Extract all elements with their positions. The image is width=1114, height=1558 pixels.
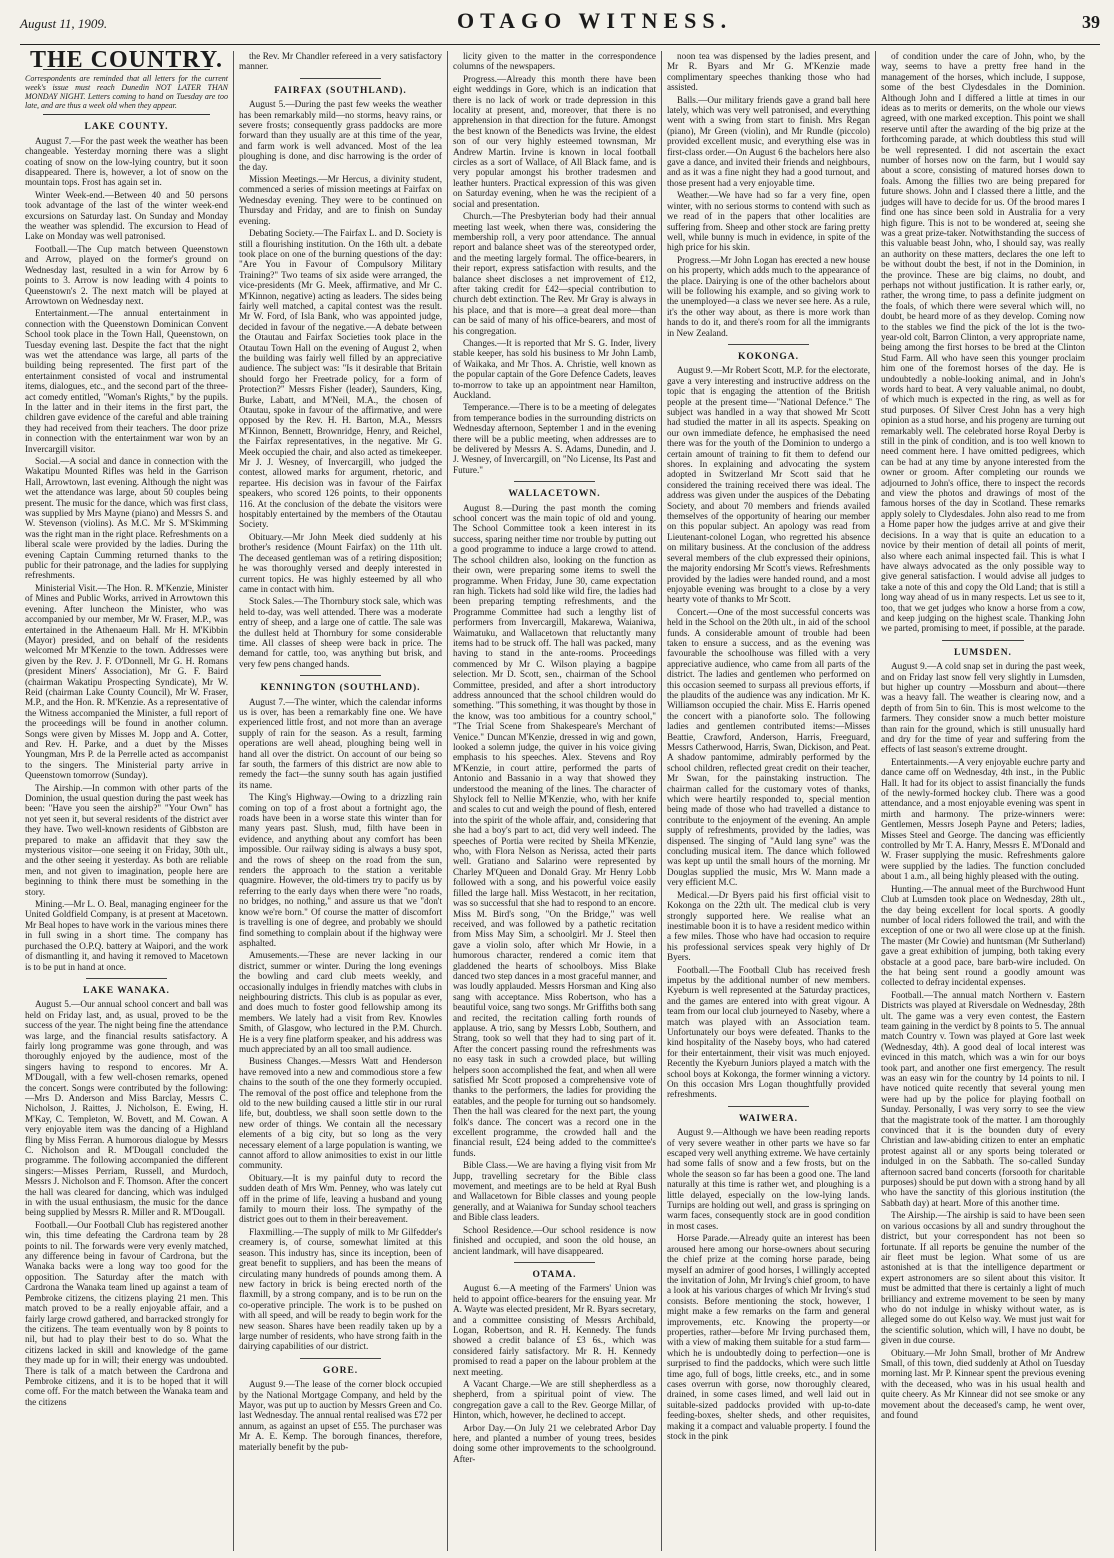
column-body (239, 51, 442, 1452)
column-body (881, 51, 1085, 1420)
news-paragraph: Obituary.—Mr John Meek died suddenly at his brother's residence (Mount Fairfax) on the 11th ult. The deceased gentleman was of a retiring disposition; he was thoroughly versed and deeply interested in current topics. He was highly esteemed by all who came in contact with him. (239, 531, 442, 594)
news-paragraph: Flaxmilling.—The supply of milk to Mr Gilfedder's creamery is, of course, somewhat limited at this season. This industry has, since its inception, been of great benefit to suppliers, and has been the means of circulating many hundreds of pounds among them. A new factory in brick is being erected north of the flaxmill, by a strong company, and is to be run on the co-operative principle. The work is to be pushed on with all speed, and will be ready to begin work for the new season. Shares have been readily taken up by a large number of residents, who have strong faith in the dairying capabilities of our district. (239, 1226, 442, 1352)
news-paragraph: A Vacant Charge.—We are still shepherdless as a shepherd, from a spiritual point of view. The congregation gave a call to the Rev. George Millar, of Hinton, which, however, he declined to accept. (453, 1378, 656, 1421)
news-paragraph: Medical.—Dr Byers paid his first official visit to Kokonga on the 22th ult. The medical club is very strongly supported here. We realise what an inestimable boon it is to have a resident medico within a few miles. Those who have had occasion to require his professional services speak very highly of Dr Byers. (667, 889, 870, 963)
news-paragraph: Debating Society.—The Fairfax L. and D. Society is still a flourishing institution. On the 16th ult. a debate took place on one of the burning questions of the day: "Are You in Favour of Compulsory Military Training?" Two teams of six aside were arranged, the vice-presidents (Mr G. Meek, affirmative, and Mr C. M'Kinnon, negative) acting as leaders. The sides being fairly well matched, a capital contest was the result. Mr W. Ford, of Isla Bank, who was appointed judge, decided in favour of the negative.—A debate between the Otautau and Fairfax Societies took place in the Otautau Town Hall on the evening of August 2, when the building was fairly well filled by an appreciative audience. The subject was: "Is it desirable that Britain should forgo her Freetrade policy, for a form of Protection?" Messrs Fisher (leader), Saunders, King, Burke, Labatt, and M'Neil, M.A., the chosen of Otautau, spoke in favour of the affirmative, and were opposed by the Rev. H. H. Barton, M.A., Messrs M'Kinnon, Bennett, Brownridge, Henry, and Reichel, the Fairfax representatives, in the negative. Mr G. Meek occupied the chair, and also acted as timekeeper. Mr J. J. Wesney, of Invercargill, who judged the contest, allowed marks for argument, rhetoric, and repartee. His decision was in favour of the Fairfax speakers, who scored 126 points, to their opponents 116. At the conclusion of the debate the visitors were hospitably entertained by the members of the Otautau Society. (239, 228, 442, 530)
news-paragraph: Changes.—It is reported that Mr S. G. Inder, livery stable keeper, has sold his business to Mr John Lamb, of Waikaka, and Mr Thos. A. Christie, well known as the popular captain of the Gore Defence Cadets, leaves to-morrow to take up an appointment near Hamilton, Auckland. (453, 337, 656, 400)
news-paragraph: August 9.—Although we have been reading reports of very severe weather in other parts we have so far escaped very well anything extreme. We have certainly had some falls of snow and a few frosts, but on the whole the season so far has been a good one. The land naturally at this time is rather wet, and ploughing is a little delayed, especially on the low-lying lands. Turnips are holding out well, and grass is springing on warm faces, consequently stock are in good condition in most cases. (667, 1127, 870, 1231)
news-paragraph: Obituary.—Mr John Small, brother of Mr Andrew Small, of this town, died suddenly at Athol on Tuesday morning last. Mr P. Kinnear spent the previous evening with the deceased, who was in his usual health and quite cheery. As Mr Kinnear did not see smoke or any movement about the deceased's camp, he went over, and found (881, 1347, 1085, 1420)
column-5 (876, 51, 1090, 1551)
news-paragraph: Football.—The Cup match between Queenstown and Arrow, played on the former's ground on Wednesday last, resulted in a win for Arrow by 6 points to 3. Arrow is now leading with 4 points to Queenstown's 2. The next match will be played at Arrowtown on Wednesday next. (25, 243, 228, 306)
news-paragraph: Obituary.—It is my painful duty to record the sudden death of Mrs Wm. Penney, who was lately cut off in the prime of life, leaving a husband and young family to mourn their loss. The sympathy of the district goes out to them in their bereavement. (239, 1172, 442, 1225)
news-paragraph: The Airship.—The airship is said to have been seen on various occasions by all and sundry throughout the district, but your correspondent has not been so fortunate. If all reports be genuine the number of the air fleet must be legion. What some of us are astonished at is that the intelligence department or expert astronomers are so silent about this visitor. It must be admitted that there is certainly a light of much brilliancy and extreme movement to be seen by many who do not indulge in whisky without water, as is alleged some do out Kelso way. We must just wait for the scientific solution, which will, I have no doubt, be given in due course. (881, 1210, 1085, 1346)
news-paragraph: Amusements.—These are never lacking in our district, summer or winter. During the long evenings the bowling and card club meets weekly, and occasionally indulges in friendly matches with clubs in neighbouring districts. This club is as popular as ever, and does much to foster good fellowship among its members. We lately had a visit from Rev. Knowles Smith, of Glasgow, who lectured in the P.M. Church. He is a very fine platform speaker, and his address was much appreciated by an all too small audience. (239, 950, 442, 1054)
columns (20, 51, 1100, 1551)
news-paragraph: licity given to the matter in the correspondence columns of the newspapers. (453, 51, 656, 72)
divider (728, 344, 809, 345)
divider (86, 978, 167, 979)
district-heading: LUMSDEN. (954, 647, 1012, 658)
district-heading: FAIRFAX (SOUTHLAND). (274, 85, 407, 96)
news-paragraph: Ministerial Visit.—The Hon. R. M'Kenzie, Minister of Mines and Public Works, arrived in Arrowtown this evening. After luncheon the Minister, who was accompanied by our member, Mr W. Fraser, M.P., was entertained in the Athenaeum Hall. Mr H. M'Kibbin (Mayor) presided, and on behalf of the residents welcomed Mr M'Kenzie to the town. Addresses were given by the Rev. J. F. O'Donnell, Mr G. H. Romans (president Miners' Association), Mr G. F. Baird (chairman Wakatipu Prospecting Syndicate), Mr W. Reid (chairman Lake County Council), Mr W. Fraser, M.P., and the Hon. R. M'Kenzie. As a representative of the Witness accompanied the Minister, a full report of the proceedings will be found in another column. Songs were given by Misses M. Jopp and A. Cotter, and Rev. H. Parke, and a duet by the Misses Youngman, Mrs P. de la Perrelle acted as accompanist to the singers. The Ministerial party arrive in Queenstown tomorrow (Sunday). (25, 582, 228, 781)
column-body (25, 122, 228, 1407)
news-paragraph: August 5.—Our annual school concert and ball was held on Friday last, and, as usual, proved to be the success of the year. The night being fine the attendance was large, and the financial results satisfactory. A fairly long programme was gone through, and was thoroughly enjoyed by the audience, most of the singers having to respond to encores. Mr A. M'Dougall, with a few well-chosen remarks, opened the concert. Songs were contributed by the following:—Mrs D. Anderson and Miss Barclay, Messrs C. Nicholson, J. Raittes, J. Nicholson, E. Ewing, H. M'Kay, C. Templeton, W. Bovett, and M. Cowan. A very enjoyable item was the dancing of a Highland fling by Miss Ferran. A humorous dialogue by Messrs C. Nicholson and R. M'Dougall concluded the programme. The following accompanied the different singers:—Misses Perriam, Russell, and Murdoch, Messrs J. Nicholson and F. Thomson. After the concert the hall was cleared for dancing, which was indulged in with the usual enthusiasm, the music for the dance being supplied by Messrs R. Miller and R. M'Dougall. (25, 999, 228, 1218)
divider (300, 78, 381, 79)
column-2 (234, 51, 448, 1551)
news-paragraph: Bible Class.—We are having a flying visit from Mr Jupp, travelling secretary for the Bible class movement, and meetings are to be held at Ryal Bush and Wallacetown for Bible classes and young people generally, and at Waianiwa for Sunday school teachers and Bible class leaders. (453, 1160, 656, 1223)
divider (300, 675, 381, 676)
news-paragraph: Horse Parade.—Already quite an interest has been aroused here among our horse-owners about securing the chief prize at the coming horse parade, being myself an admirer of good horses, I willingly accepted the invitation of John, Mr Irving's chief groom, to have a look at his various charges of which Mr Irving's stud consists. Before mentioning the stock, however, I might make a few remarks on the farm and general improvements, etc. Knowing the property—or properties, rather—before Mr Irving purchased them, with a view of making them suitable for a stud farm—which he is undoubtedly doing to perfection—one is surprised to find the paddocks, which were such little time ago, full of bogs, little creeks, etc., and in some cases overrun with gorse, now thoroughly cleared, drained, in some cases limed, and well laid out in suitable-sized paddocks provided with up-to-date feeding-boxes, shelter sheds, and other requisites, making it a compact and valuable property. I found the stock in the pink (667, 1233, 870, 1441)
news-paragraph: The King's Highway.—Owing to a drizzling rain coming on top of a frost about a fortnight ago, the roads have been in a worse state this winter than for many years past. Slush, mud, filth have been in evidence, and anything about any comfort has been impossible. Our railway siding is always a busy spot, and the rows of sheep on the road from the sun, renders the approach to the station a veritable quagmire. However, the old-timers try to pacify us by referring to the early days when there were "no roads, no bridges, no nothing," and assure us that we "don't know we're born." Of course the matter of discomfort is travelling is one of degree, and probably we should find something to complain about if the highway were asphalted. (239, 792, 442, 948)
news-paragraph: August 7.—For the past week the weather has been changeable. Yesterday morning there was a slight coating of snow on the low-lying country, but it soon disappeared. There is, however, a lot of snow on the mountain tops. Frost has again set in. (25, 135, 228, 188)
masthead (20, 8, 1100, 45)
column-body (453, 51, 656, 1464)
notice-rule (43, 114, 210, 115)
divider (514, 481, 595, 482)
news-paragraph: August 9.—The lease of the corner block occupied by the National Mortgage Company, and held by the Mayor, was put up to auction by Messrs Green and Co. last Wednesday. The annual rental realised was £72 per annum, as against an upset of £55. The purchaser was Mr A. E. Kemp. The borough finances, therefore, materially benefit by the pub- (239, 1379, 442, 1452)
news-paragraph: Arbor Day.—On July 21 we celebrated Arbor Day here, and planted a number of young trees, besides doing some other improvements to the schoolground. After- (453, 1422, 656, 1464)
issue-date: August 11, 1909. (20, 16, 108, 31)
correspondents-notice: Correspondents are reminded that all letters for the current week's issue must reach Dunedin NOT LATER THAN MONDAY NIGHT. Letters coming to hand on Tuesday are too late, and are thus a week old when they appear. (25, 74, 228, 111)
news-paragraph: Mining.—Mr L. O. Beal, managing engineer for the United Goldfield Company, is at present at Macetown. Mr Beal hopes to have work in the various mines there in full swing in a short time. The company has purchased the O.P.Q. battery at Waipori, and the work of dismantling it, and having it removed to Macetown is to be put in hand at once. (25, 899, 228, 972)
district-heading: KENNINGTON (SOUTHLAND). (260, 683, 421, 694)
news-paragraph: Stock Sales.—The Thornbury stock sale, which was held to-day, was well attended. There was a moderate entry of sheep, and a large one of cattle. The sale was the dullest held at Thornbury for some considerable time. All classes of sheep were back in price. The demand for cattle, too, was anything but brisk, and very few pens changed hands. (239, 596, 442, 669)
news-paragraph: of condition under the care of John, who, by the way, seems to have a pretty free hand in the management of the horses, which include, I suppose, some of the best Clydesdales in the Dominion. Although John and I differed a little at times in our ideas as to merits or demerits, on the whole our views agreed, with one marked exception. This point we shall reserve until after the awarding of the big prize at the forthcoming parade, at which doubtless this stud will be well represented. I did not ascertain the exact number of horses now on the farm, but I would say about a score, consisting of matured horses down to foals. Among the fillies two are being prepared for future shows. John and I classed there a little, and the judges will have to decide for us. Of the brood mares I find one has since been sold in Australia for a very high figure. This is not to be wondered at, seeing she was a great prize-taker. Notwithstanding the success of this valuable beast John, who, I should say, was really an authority on these matters, declares the one left to be without doubt the best, if not in the Dominion, in the province. These are big claims, no doubt, and perhaps not without justification. It is rather early, or, rather, the wrong time, to pass a definite judgment on the foals, of which there were several which will, no doubt, be heard more of as they develop. Coming now to the stables we find the pick of the lot is the two-year-old colt, Barron Clinton, a very appropriate name, being among the first horses to be bred at the Clinton Stud Farm. All who have seen this younger proclaim him one of the foremost horses of the day. He is undoubtedly a noble-looking animal, and in John's words hard to beat. A very valuable animal, no doubt, of which much is expected in the ring, as well as for stud purposes. Of Silver Crest John has a very high opinion as a stud horse, and his progeny are turning out remarkably well. The celebrated horse Royal Derby is still in the pink of condition, and is too well known to need comment here. I have omitted pedigrees, which can be had at any time by anyone interested from the owner or groom. After completing our rounds we adjourned to John's office, there to inspect the records and view the photos and drawings of most of the famous horses of the day in Scotland. These remarks apply solely to Clydesdales. John also read to me from a Home paper how the judges arrive at and give their decisions. In a way that is quite an education to a novice by their mention of detail all points of merit, also where each animal inspected fail. This is what I have always advocated as the only possible way to give general satisfaction. I would advise all judges to take a note of this and copy the Old Land; that is still a long way ahead of us in many respects. Let us see to it, too, that we get judges who know a horse from a cow, and keep judging on the highest scale. Thanking John we parted, promising to meet, if possible, at the parade. (881, 51, 1085, 634)
news-paragraph: August 6.—A meeting of the Farmers' Union was held to appoint office-bearers for the ensuing year. Mr A. Wayte was elected president, Mr R. Byars secretary, and a committee consisting of Messrs Archibald, Logan, Robertson, and R. H. Kennedy. The funds showed a credit balance of £3 6s., which was considered fairly satisfactory. Mr R. H. Kennedy promised to read a paper on the labour problem at the next meeting. (453, 1283, 656, 1377)
news-paragraph: August 9.—Mr Robert Scott, M.P. for the electorate, gave a very interesting and instructive address on the topic that is engaging the attention of the British people at the present time—"National Defence." The subject was handled in a way that showed Mr Scott had studied the matter in all its aspects. Speaking on our own immediate defence, he emphasised the need there was for the youth of the Dominion to undergo a certain amount of training to fit them to defend our shores. In explaining and advocating the system adopted in Switzerland Mr Scott said that he considered the training received there was ideal. The address was given under the auspices of the Debating Society, and about 70 members and friends availed themselves of the opportunity of hearing our member on this popular subject. An apology was read from Lieutenant-colonel Logan, who regretted his absence on military business. At the conclusion of the address several members of the club expressed their opinions, the majority endorsing Mr Scott's views. Refreshments provided by the ladies were handed round, and a most enjoyable evening was brought to a close by a very hearty vote of thanks to Mr Scott. (667, 365, 870, 605)
news-paragraph: Entertainment.—The annual entertainment in connection with the Queenstown Dominican Convent School took place in the Town Hall, Queenstown, on Tuesday evening last. Despite the fact that the night was wet the attendance was large, all parts of the building being represented. The first part of the entertainment consisted of vocal and instrumental items, dialogues, etc., and the second part of the three-act comedy entitled, "Woman's Rights," by the pupils. In the latter and in their items in the first part, the children gave evidence of the careful and able training they had received from their teachers. The door prize in connection with the entertainment war won by an Invercargill visitor. (25, 308, 228, 454)
divider (942, 640, 1024, 641)
page-number: 39 (1081, 12, 1100, 32)
news-paragraph: Football.—The annual match Northern v. Eastern Districts was played at Riversdale on Wednesday, 28th ult. The game was a very even contest, the Eastern team gaining in the verdict by 8 points to 5. The annual match Country v. Town was played at Gore last week (Wednesday, 4th). A good deal of local interest was evinced in this match, which was a win for our boys took part, and another one first emergency. The result was an easy win for the country by 14 points to nil. I have noticed quite recently that several young men were had up by the police for playing football on Sunday. Personally, I was very sorry to see the view that the magistrate took of the matter. I am thoroughly convinced that it is the bounden duty of every Christian and law-abiding citizen to enter an emphatic protest against all or any sports being tolerated or indulged in on the Sabbath. The so-called Sunday afternoon sacred band concerts (forsooth for charitable purposes) should be put down with a strong hand by all who have the sanctity of this glorious institution (the Sabbath day) at heart. More of this another time. (881, 989, 1085, 1208)
news-paragraph: Weather.—We have had so far a very fine, open winter, with no serious storms to contend with such as we read of in the papers that other localities are suffering from. Sheep and other stock are faring pretty well, while bunny is much in evidence, in spite of the high price for his skin. (667, 190, 870, 253)
news-paragraph: The Airship.—In common with other parts of the Dominion, the usual question during the past week has been: "Have you seen the airship?" "Your Own" has not yet seen it, but several residents of the district aver they have. Two well-known residents of Gibbston are prepared to make an affidavit that they saw the mysterious visitor—one seeing it on Friday, 30th ult., and the other seeing it yesterday. As both are reliable men, and not given to imagination, people here are beginning to think there must be something in the story. (25, 782, 228, 897)
district-heading: LAKE WANAKA. (83, 985, 170, 996)
district-heading: WAIWERA. (739, 1113, 798, 1124)
column-4 (662, 51, 876, 1551)
news-paragraph: Hunting.—The annual meet of the Burchwood Hunt Club at Lumsden took place on Wednesday, 28th ult., the day being excellent for local sports. A goodly number of local riders followed the trail, and with the exception of one or two all were close up at the finish. The master (Mr Cowie) and huntsman (Mr Sutherland) gave a great exhibition of jumping, both taking every obstacle at a good pace, bare barb-wire included. On the hat being sent round a goodly amount was collected to defray incidental expenses. (881, 883, 1085, 988)
district-heading: LAKE COUNTY. (84, 122, 169, 133)
section-title: THE COUNTRY. (30, 51, 223, 73)
district-heading: KOKONGA. (737, 351, 800, 362)
column-1 (20, 51, 234, 1551)
news-paragraph: August 9.—A cold snap set in during the past week, and on Friday last snow fell very slightly in Lumsden, but higher up country —Mossburn and about—there was a heavy fall. The weather is clearing now, and a depth of from 5in to 6in. This is most welcome to the farmers. They consider snow a much better moisture than rain for the ground, which is still unusually hard and dry for the time of year and suffering from the effects of last season's extreme drought. (881, 661, 1085, 755)
news-paragraph: School Residence.—Our school residence is now finished and occupied, and soon the old house, an ancient landmark, will have disappeared. (453, 1224, 656, 1256)
news-paragraph: August 8.—During the past month the coming school concert was the main topic of old and young. The School Committee took a keen interest in its success, sparing neither time nor trouble by putting out a good programme to induce a large crowd to attend. The school children also, looking on the function as their own, were preparing some items to swell the programme. When Friday, June 30, came expectation ran high. Tickets had sold like wild fire, the ladies had been preparing tempting refreshments, and the Programme Committee had such a lengthy list of performers from Invercargill, Makarewa, Waianiwa, Waimatuku, and Wallacetown that reluctantly many items had to be struck off. The hall was packed, many having to stand in the ante-rooms. Proceedings commenced by Mr C. Wilson playing a bagpipe selection. Mr D. Scott, sen., chairman of the School Committee, presided, and after a short introductory address announced that the school children would do something. "This something, it was thought by those in the know, was too ambitious for a country school," "The Trial Scene from Shakespeare's Merchant of Venice." Duncan M'Kenzie, dressed in wig and gown, looked a solemn judge, the quiver in his voice giving emphasis to his speeches. Alex. Stevens and Roy M'Kenzie, in court attire, performed the parts of Antonio and Bassanio in a way that showed they understood the meaning of the lines. The character of Shylock fell to Nellie M'Kenzie, who, with her knife and scales to cut and weigh the pound of flesh, entered into the spirit of the whole affair, and, considering that she had a boy's part to act, did very well indeed. The speeches of Portia were recited by Sheila M'Kenzie, who, with Flora Nelson as Nerissa, acted their parts well. Gratiano and Salarino were represented by Charley M'Queen and Donald Gray. Mr Henry Lobb followed with a song, and his powerful voice easily filled the large hall. Miss Westacott, in her recitation, was so successful that she had to respond to an encore. Miss M. Bird's song, "On the Bridge," was well received, and was followed by a pathetic recitation from Miss May Sim, a schoolgirl. Mr J. Steel then gave a violin solo, after which Mr Howie, in a humorous character, rendered a comic item that gladdened the hearts of schoolboys. Miss Blake danced two step dances in a most graceful manner, and was loudly applauded. Messrs Horsman and King also sang with acceptance. Miss Robertson, who has a beautiful voice, sang two songs. Mr Griffiths both sang and recited, the recitation calling forth rounds of applause. A trio, sang by Messrs Lobb, Southern, and Strang, took so well that they had to sing part of it. After the concert passing round the refreshments was no easy task in such a crowded place, but willing helpers soon accomplished the feat, and when all were satisfied Mr Scott proposed a comprehensive vote of thanks to the performers, the ladies for providing the eatables, and the people for turning out so handsomely. Then the hall was cleared for the next part, the young folk's dance. The concert was a record one in the excellent programme, the crowded hall and the financial result, £24 being added to the committee's funds. (453, 502, 656, 1158)
news-paragraph: Football.—The Football Club has received fresh impetus by the additional number of new members. Kyeburn is well represented at the Saturday practices, and the games are entered into with great vigour. A team from our local club journeyed to Naseby, where a match was played with an Association team. Unfortunately our boys were defeated. Thanks to the kind hospitality of the Naseby boys, who had catered for their entertainment, their visit was much enjoyed. Recently the Kyeburn Juniors played a match with the school boys at Kokonga, the former winning a victory. On this occasion Mrs Logan thoughtfully provided refreshments. (667, 964, 870, 1100)
column-3 (448, 51, 662, 1551)
news-paragraph: August 7.—The winter, which the calendar informs us is over, has been a remarkably fine one. We have experienced little frost, and not more than an average supply of rain for the season. As a result, farming operations are well ahead, ploughing being well in hand all over the district. On account of our being so far south, the farmers of this district are now able to remedy the fact—the sunny south has again justified its name. (239, 696, 442, 790)
newspaper-title: OTAGO WITNESS. (457, 8, 733, 33)
news-paragraph: noon tea was dispensed by the ladies present, and Mr R. Byars and Mr G. M'Kenzie made complimentary speeches thanking those who had assisted. (667, 51, 870, 93)
news-paragraph: Business Changes.—Messrs Watt and Henderson have removed into a new and commodious store a few chains to the south of the one they formerly occupied. The removal of the post office and telephone from the old to the new building caused a little stir in our rural life, but, doubtless, we shall soon settle down to the new order of things. We contain all the necessary elements of a big city, but so long as the very necessary element of a large population is wanting, we cannot afford to allow animosities to exist in our little community. (239, 1056, 442, 1171)
news-paragraph: Football.—Our Football Club has registered another win, this time defeating the Cardrona team by 28 points to nil. The forwards were very evenly matched, any difference being in favour of Cardrona, but the Wanaka backs were a long way too good for the opposition. The Saturday after the match with Cardrona the Wanaka team lined up against a team of Pembroke citizens, the citizens playing 21 men. This match proved to be a really enjoyable affair, and a fairly large crowd gathered, and barracked strongly for the citizens. The team eventually won by 8 points to nil, but had to play their best to do so. What the citizens lacked in skill and knowledge of the game they made up for in will; their energy was undoubted. There is talk of a match between the Cardrona and Pembroke citizens, and it is to be hoped that it will come off. For the match between the Wanaka team and the citizens (25, 1219, 228, 1407)
news-paragraph: Mission Meetings.—Mr Hercus, a divinity student, commenced a series of mission meetings at Fairfax on Wednesday evening. They were to be continued on Thursday and Friday, and are to finish on Sunday evening. (239, 174, 442, 226)
news-paragraph: Winter Week-end.—Between 40 and 50 persons took advantage of the last of the winter week-end excursions on Saturday last. On Sunday and Monday the weather was splendid. The excursion to Head of Lake on Monday was well patronised. (25, 189, 228, 242)
district-heading: OTAMA. (532, 1269, 577, 1280)
district-heading: WALLACETOWN. (508, 489, 601, 500)
divider (514, 1262, 595, 1263)
divider (728, 1106, 809, 1107)
divider (300, 1358, 381, 1359)
news-paragraph: August 5.—During the past few weeks the weather has been remarkably mild—no storms, heavy rains, or severe frosts; consequently grass paddocks are more forward than they usually are at this time of the year, and farm work is well advanced. Most of the lea ploughing is done, and disc harrowing is the order of the day. (239, 99, 442, 172)
column-body (667, 51, 870, 1441)
district-heading: GORE. (322, 1365, 359, 1376)
news-paragraph: Progress.—Mr John Logan has erected a new house on his property, which adds much to the appearance of the place. Dairying is one of the other bachelors about will be following his example, and so giving work to the unemployed—a class we never see here. As a rule, it's the other way about, as there is more work than hands to do it, and there's room for all the immigrants in New Zealand. (667, 254, 870, 338)
news-paragraph: Concert.—One of the most successful concerts was held in the School on the 20th ult., in aid of the school funds. A considerable amount of trouble had been taken to ensure a success, and as the evening was favourable the schoolhouse was filled with a very appreciative audience, who came from all parts of the district. The ladies and gentlemen who performed on this occasion seemed to surpass all previous efforts, if the plaudits of the audience was any indication. Mr K. Williamson occupied the chair. Miss E. Harris opened the concert with a pianoforte solo. The following ladies and gentlemen contributed items:—Misses Beattie, Crawford, Anderson, Harris, Freeguard, Messrs Catherwood, Harris, Swan, Dickison, and Peat. A shadow pantomime, admirably performed by the school children, reflected great credit on their teacher, Mr Swan, for the painstaking instruction. The chairman called for the customary votes of thanks, which were heartily responded to, special mention being made of those who had travelled a distance to contribute to the enjoyment of the evening. An ample supply of refreshments, provided by the ladies, was dispensed. The singing of "Auld lang syne" was the concluding musical item. The dance which followed was kept up until the small hours of the morning. Mr Douglas supplied the music, Mrs W. Mann made a very efficient M.C. (667, 606, 870, 888)
news-paragraph: Church.—The Presbyterian body had their annual meeting last week, when there was, considering the membership roll, a very poor attendance. The annual report and balance sheet was of the stereotyped order, and the meeting largely formal. The office-bearers, in their report, express satisfaction with results, and the balance sheet discloses a net improvement of £12, after taking credit for £42—special contribution to church debt extinction. The Rev. Mr Gray is always in his place, and that is more—a great deal more—than can be said of many of his office-bearers, and most of his congregation. (453, 211, 656, 336)
news-paragraph: Entertainments.—A very enjoyable euchre party and dance came off on Wednesday, 4th inst., in the Public Hall. It had for its object to assist financially the funds of the newly-formed hockey club. There was a good attendance, and a most enjoyable evening was spent in mirth and harmony. The prize-winners were: Gentlemen, Messrs Joseph Payne and Peters; ladies, Misses Steel and George. The dancing was efficiently controlled by Mr T. A. Hanry, Messrs E. M'Donald and W. Fraser supplying the music. Refreshments galore were supplied by the ladies. The function concluded about 1 a.m., all being highly pleased with the outing. (881, 756, 1085, 882)
news-paragraph: Balls.—Our military friends gave a grand ball here lately, which was very well patronised, and everything went with a swing from start to finish. Mrs Regan (piano), Mr Green (violin), and Mr Rundle (piccolo) provided excellent music, and everything else was in first-class order.—On August 6 the bachelors here also gave a dance, and invited their friends and neighbours, and as it was a fine night they had a good turnout, and those present had a very enjoyable time. (667, 94, 870, 188)
news-paragraph: the Rev. Mr Chandler refereed in a very satisfactory manner. (239, 51, 442, 72)
news-paragraph: Progress.—Already this month there have been eight weddings in Gore, which is an indication that there is no lack of work or trade depression in this locality at present, and, moreover, that there is no apprehension in that direction for the future. Amongst the best known of the Benedicts was Irvine, the eldest son of our very highly esteemed townsman, Mr Andrew Martin. Irvine is known in local football circles as a sort of Wallace, of All Black fame, and is very popular amongst his brother tradesmen and leather hunters. Practical expression of this was given on Saturday evening, when he was the recipient of a social and presentation. (453, 73, 656, 209)
news-paragraph: Social.—A social and dance in connection with the Wakatipu Mounted Rifles was held in the Garrison Hall, Arrowtown, last evening. Although the night was wet the attendance was large, about 50 couples being present. The music for the dance, which was first class, was supplied by Mrs Mayne (piano) and Messrs S. and W. Stevenson (violins). As M.C. Mr S. M'Skimming was the right man in the right place. Refreshments on a liberal scale were provided by the ladies. During the evening Captain Cumming returned thanks to the public for their patronage, and the ladies for supplying refreshments. (25, 456, 228, 581)
news-paragraph: Temperance.—There is to be a meeting of delegates from temperance bodies in the surrounding districts on Wednesday afternoon, September 1 and in the evening there will be a public meeting, when addresses are to be delivered by Messrs A. S. Adams, Dunedin, and J. J. Wesney, of Invercargill, on "No License, Its Past and Future." (453, 402, 656, 475)
